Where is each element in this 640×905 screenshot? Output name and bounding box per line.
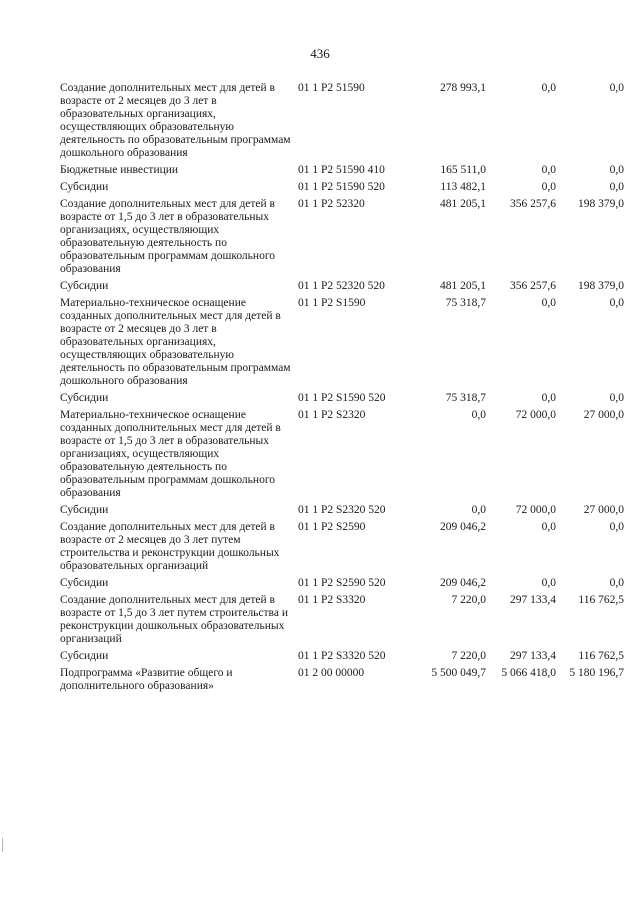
row-value-2: 72 000,0 [515,409,556,421]
row-value-2: 0,0 [541,577,556,589]
row-name: Материально-техническое оснащение созданных дополнительных мест для детей в возрасте от 2 месяцев до 3 лет в образовательных организациях, осуществляющих образовательную деятельность по образовательным программам дошкольного образования [60,297,291,387]
scan-margin-mark [2,838,3,852]
row-value-1: 113 482,1 [440,181,486,193]
row-value-2: 72 000,0 [515,504,556,516]
row-code: 01 1 P2 52320 [298,198,365,210]
row-value-1: 278 993,1 [440,82,486,94]
table-row [60,646,624,663]
row-value-2: 5 066 418,0 [501,667,556,679]
table-row [60,177,624,194]
row-code: 01 1 P2 52320 520 [298,280,385,292]
row-value-1: 209 046,2 [440,577,486,589]
row-code: 01 1 P2 S1590 520 [298,392,386,404]
table-row [60,573,624,590]
row-value-2: 356 257,6 [510,280,556,292]
row-value-1: 209 046,2 [440,521,486,533]
row-value-1: 0,0 [471,504,486,516]
table-row [60,405,624,500]
row-name: Создание дополнительных мест для детей в возрасте от 2 месяцев до 3 лет в образовательных организациях, осуществляющих образовательную деятельность по образовательным программам дошкольного образования [60,82,291,159]
row-value-1: 0,0 [471,409,486,421]
row-value-2: 0,0 [541,181,556,193]
row-value-3: 0,0 [609,181,624,193]
page-number: 436 [310,46,330,61]
budget-table [60,82,624,693]
row-value-2: 0,0 [541,521,556,533]
table-row [60,388,624,405]
row-code: 01 1 P2 S2590 [298,521,366,533]
row-value-3: 198 379,0 [578,198,624,210]
row-value-2: 0,0 [541,392,556,404]
row-name: Создание дополнительных мест для детей в возрасте от 1,5 до 3 лет путем строительства и реконструкции дошкольных образовательных организаций [60,594,288,645]
row-name: Субсидии [60,392,109,404]
row-value-3: 198 379,0 [578,280,624,292]
row-value-3: 27 000,0 [583,504,624,516]
row-value-2: 0,0 [541,82,556,94]
row-value-3: 0,0 [609,297,624,309]
row-code: 01 1 P2 51590 [298,82,365,94]
row-code: 01 1 P2 S3320 520 [298,650,386,662]
row-value-2: 0,0 [541,297,556,309]
row-value-1: 7 220,0 [451,594,486,606]
row-value-3: 0,0 [609,521,624,533]
row-name: Подпрограмма «Развитие общего и дополнительного образования» [60,667,233,692]
row-name: Субсидии [60,577,109,589]
row-code: 01 1 P2 S2590 520 [298,577,386,589]
row-value-1: 481 205,1 [440,198,486,210]
table-row [60,160,624,177]
row-value-1: 481 205,1 [440,280,486,292]
row-value-3: 27 000,0 [583,409,624,421]
row-code: 01 1 P2 51590 520 [298,181,385,193]
row-value-1: 75 318,7 [445,392,486,404]
table-row [60,293,624,388]
row-code: 01 1 P2 S3320 [298,594,366,606]
row-value-3: 5 180 196,7 [569,667,624,679]
row-value-1: 5 500 049,7 [431,667,486,679]
row-name: Субсидии [60,280,109,292]
row-name: Субсидии [60,504,109,516]
table-row [60,82,624,160]
row-code: 01 1 P2 51590 410 [298,164,385,176]
row-value-2: 297 133,4 [510,594,556,606]
row-name: Бюджетные инвестиции [60,164,179,176]
table-row [60,590,624,646]
row-value-3: 0,0 [609,82,624,94]
row-value-3: 0,0 [609,577,624,589]
row-value-1: 7 220,0 [451,650,486,662]
row-value-1: 165 511,0 [440,164,486,176]
row-value-2: 297 133,4 [510,650,556,662]
table-row [60,500,624,517]
row-name: Субсидии [60,650,109,662]
row-code: 01 1 P2 S2320 [298,409,366,421]
table-row [60,194,624,276]
table-row [60,276,624,293]
row-code: 01 1 P2 S2320 520 [298,504,386,516]
row-value-1: 75 318,7 [445,297,486,309]
row-name: Создание дополнительных мест для детей в возрасте от 1,5 до 3 лет в образовательных организациях, осуществляющих образовательную деятельность по образовательным программам дошкольного образования [60,198,275,275]
row-value-3: 116 762,5 [578,594,624,606]
row-name: Субсидии [60,181,109,193]
row-code: 01 2 00 00000 [298,667,365,679]
row-name: Создание дополнительных мест для детей в возрасте от 2 месяцев до 3 лет путем строительства и реконструкции дошкольных образовательных организаций [60,521,280,572]
row-value-3: 0,0 [609,392,624,404]
table-row [60,663,624,693]
row-value-2: 0,0 [541,164,556,176]
row-name: Материально-техническое оснащение созданных дополнительных мест для детей в возрасте от 1,5 до 3 лет в образовательных организациях, осуществляющих образовательную деятельность по образовательным программам дошкольного образования [60,409,281,499]
table-row [60,517,624,573]
row-code: 01 1 P2 S1590 [298,297,366,309]
row-value-3: 0,0 [609,164,624,176]
row-value-2: 356 257,6 [510,198,556,210]
row-value-3: 116 762,5 [578,650,624,662]
